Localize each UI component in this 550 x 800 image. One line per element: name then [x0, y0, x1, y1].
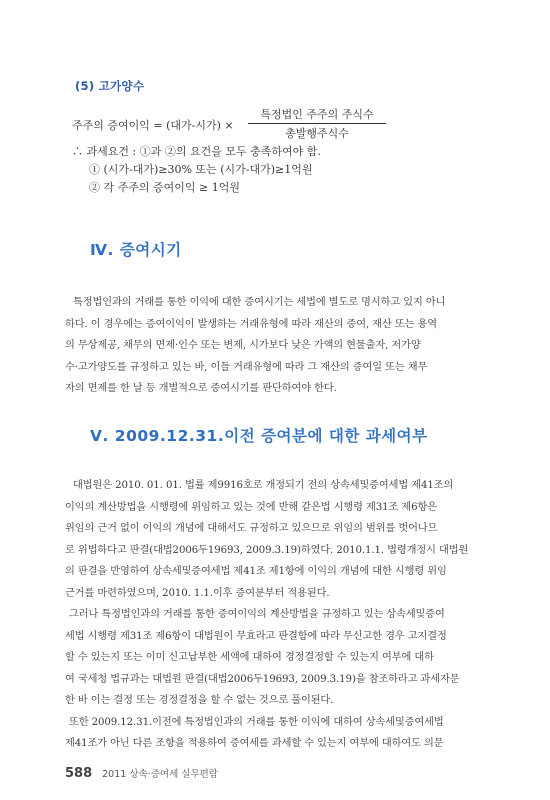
paragraph-line: 세법 시행령 제31조 제6항이 대법원이 무효라고 판결함에 따라 무신고한 경우 고지결정	[65, 630, 447, 642]
formula-lhs: 주주의 증여이익 = (대가-시가) ×	[72, 119, 234, 132]
paragraph-line: 로 위법하다고 판결(대법2006두19693, 2009.3.19)하였다. 2010.1.1. 법령개정시 대법원	[65, 544, 469, 556]
paragraph-line: 그러나 특정법인과의 거래를 통한 증여이익의 계산방법을 규정하고 있는 상속세및증여	[69, 609, 445, 620]
section4-paragraph	[65, 292, 485, 400]
condition-1: ① (시가-대가)≥30% 또는 (시가-대가)≥1억원	[89, 163, 313, 176]
paragraph-line: 수·고가양도를 규정하고 있는 바, 이들 거래유형에 따라 그 재산의 증여일 또는 채무	[65, 361, 428, 373]
conditions-list	[72, 143, 321, 197]
formula-numerator: 특정법인 주주의 주식수	[248, 106, 386, 124]
paragraph-line: 또한 2009.12.31.이전에 특정법인과의 거래를 통한 이익에 대하여 상속세및증여세법	[69, 716, 444, 728]
paragraph-line: 위임의 근거 없이 이익의 개념에 대해서도 규정하고 있으므로 위임의 범위를 벗어나므	[65, 523, 438, 534]
page-number: 588	[65, 766, 93, 781]
paragraph-line: 여 국세청 법규과는 대법원 판결(대법2006두19693, 2009.3.19)을 참조하라고 과세자문	[65, 673, 460, 685]
formula	[72, 106, 452, 146]
paragraph-line: 이익의 계산방법을 시행령에 위임하고 있는 것에 반해 같은법 시행령 제31조 제6항은	[65, 501, 437, 513]
page-footer	[65, 766, 218, 781]
paragraph-line: 특정법인과의 거래를 통한 이익에 대한 증여시기는 세법에 별도로 명시하고 있지 아니	[73, 297, 446, 308]
paragraph-line: 하다. 이 경우에는 증여이익이 발생하는 거래유형에 따라 재산의 증여, 재산 또는 용역	[65, 318, 437, 330]
paragraph-line: 할 수 있는지 또는 이미 신고납부한 세액에 대하여 경정결정할 수 있는지 여부에 대하	[65, 652, 434, 663]
paragraph-line: 한 바 이는 결정 또는 경정결정을 할 수 없는 것으로 풀이된다.	[65, 695, 334, 706]
section5-paragraph	[65, 475, 485, 755]
paragraph-line: 자의 면제를 한 날 등 개별적으로 증여시기를 판단하여야 한다.	[65, 383, 337, 394]
formula-denominator: 총발행주식수	[285, 127, 349, 140]
section-heading-taxation: Ⅴ. 2009.12.31.이전 증여분에 대한 과세여부	[90, 427, 428, 445]
condition-summary: ∴ 과세요건 : ①과 ②의 요건을 모두 충족하여야 함.	[72, 145, 321, 158]
section-heading-gift-timing: Ⅳ. 증여시기	[90, 241, 182, 259]
paragraph-line: 의 판결을 반영하여 상속세및증여세법 제41조 제1항에 이익의 개념에 대한 시행령 위임	[65, 566, 447, 577]
paragraph-line: 의 무상제공, 채무의 면제·인수 또는 변제, 시가보다 낮은 가액의 현물출자, 저가양	[65, 340, 421, 351]
condition-2: ② 각 주주의 증여이익 ≥ 1억원	[89, 181, 240, 194]
subheading: (5) 고가양수	[75, 79, 145, 93]
paragraph-line: 제41조가 아닌 다른 조항을 적용하여 증여세를 과세할 수 있는지 여부에 대하여도 의문	[65, 738, 444, 749]
book-title: 2011 상속·증여세 실무편람	[102, 769, 218, 780]
paragraph-line: 대법원은 2010. 01. 01. 법률 제9916호로 개정되기 전의 상속세및증여세법 제41조의	[73, 480, 454, 491]
formula-fraction	[248, 106, 386, 141]
paragraph-line: 근거를 마련하였으며, 2010. 1.1.이후 증여분부터 적용된다.	[65, 587, 330, 599]
